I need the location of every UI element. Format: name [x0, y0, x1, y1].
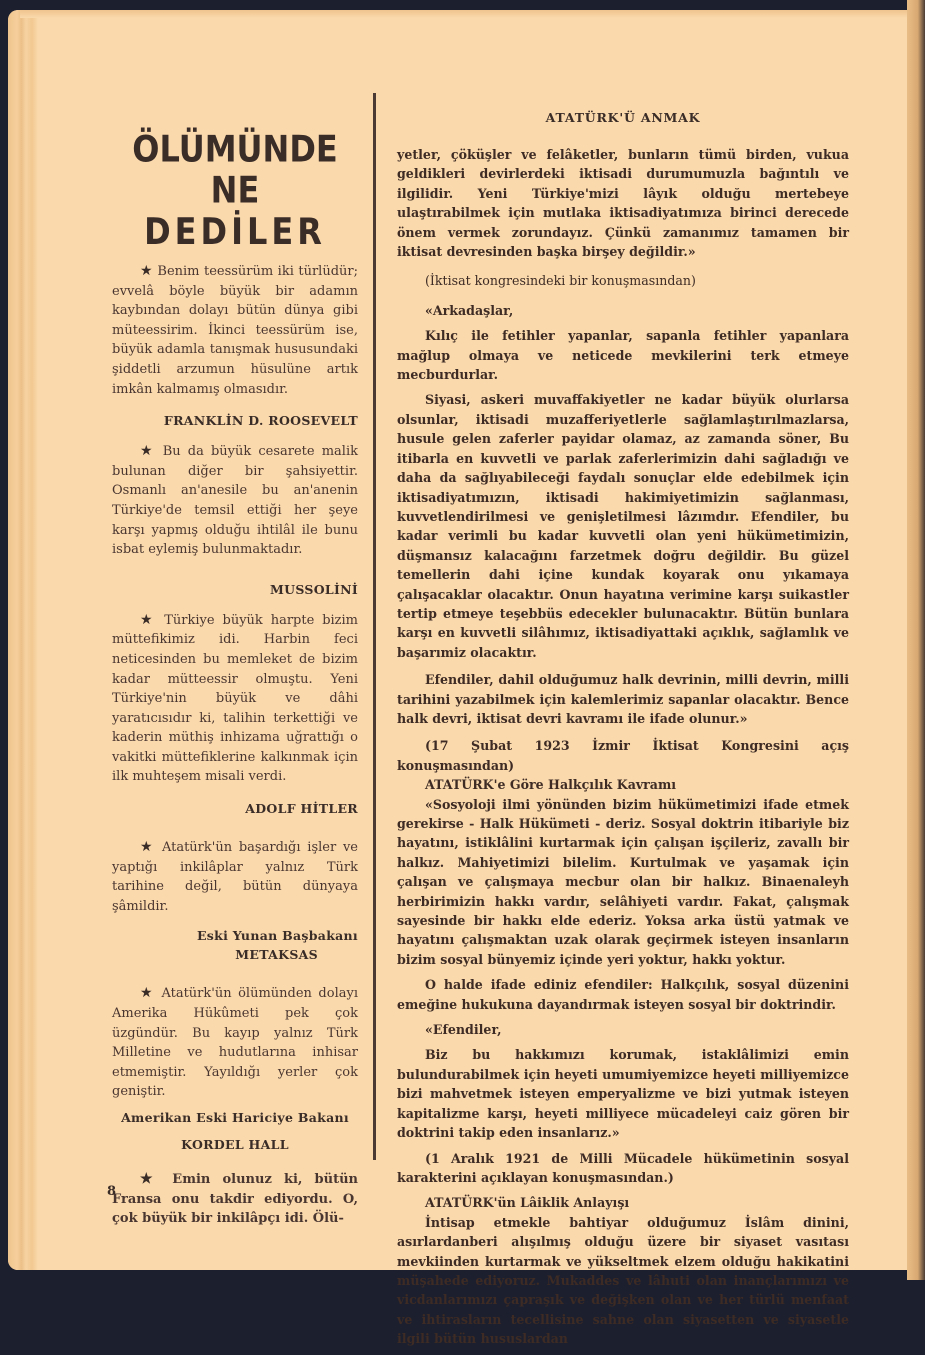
paragraph: «Sosyoloji ilmi yönünden bizim hükümetimizi ifade etmek gerekirse - Halk Hükümeti - deriz. Sosyal doktrin itibariyle biz hayatını, istiklâlini kurtarmak için çalışan işçileriz, zavallı bir halkız. Mahiyetimizi bilelim. Kurtulmak ve yaşamak için çalışan ve çalışmaya mecbur olan bir halkız. Binaenaleyh herbirimizin hakkı vardır, selâhiyeti vardır. Fakat, çalışmak sayesinde bir hakkı elde ederiz. Yoksa arka üstü yatmak ve hayatını çalışmaktan uzak olarak geçirmek isteyen insanların bizim sosyal bünyemiz içinde yeri yoktur, hakkı yoktur.	[397, 796, 849, 967]
paragraph: «Arkadaşlar,	[425, 302, 514, 318]
quote-text: Atatürk'ün ölümünden dolayı Amerika Hükûmeti pek çok üzgündür. Bu kayıp yalnız Türk Milletine ve hudutlarına inhisar etmemiştir. Yayıldığı yerler çok geniştir.	[112, 986, 358, 1100]
quote-attribution-name: METAKSAS	[235, 947, 318, 963]
paragraph: «Efendiler,	[425, 1022, 502, 1038]
section-heading: ATATÜRK'ün Lâiklik Anlayışı	[425, 1195, 630, 1211]
quote-attribution-name: KORDEL HALL	[181, 1137, 289, 1152]
quote-text: Türkiye büyük harpte bizim müttefikimiz idi. Harbin feci neticesinden bu memleket de bizim kadar mütteessir olmuştu. Yeni Türkiye'nin büyük ve dâhi yaratıcısıdır ki, talihin terkettiği ve kaderin müthiş inhizama uğrattığı o vakitki müttefiklerine kalkınmak için ilk muhteşem misali verdi.	[112, 612, 359, 785]
left-column	[112, 126, 359, 1229]
quote-text: Emin olunuz ki, bütün Fransa onu takdir ediyordu. O, çok büyük bir inkilâpçı idi. Ölü-	[112, 1172, 358, 1227]
quote-text: Atatürk'ün başardığı işler ve yaptığı inkilâplar yalnız Türk tarihine değil, bütün dünyaya şâmildir.	[112, 840, 358, 914]
running-head: ATATÜRK'Ü ANMAK	[545, 110, 701, 125]
paragraph: Efendiler, dahil olduğumuz halk devrinin, milli devrin, milli tarihini yazabilmek için kalemlerimiz sapanlar olacaktır. Bence halk devri, iktisat devri kavramı ile ifade olunur.»	[397, 672, 849, 726]
quote-block	[112, 984, 358, 1152]
paragraph: Biz bu hakkımızı korumak, istaklâlimizi emin bulundurabilmek için heyeti umumiyemizce heyeti milliyemizce bizi mahvetmek isteyen emperyalizme ve bizi yutmak isteyen kapitalizme karşı, heyeti milliyece mücadeleyi caiz gören bir doktrini takip eden insanlarız.»	[397, 1047, 849, 1141]
paragraph: O halde ifade ediniz efendiler: Halkçılık, sosyal düzenini emeğine hukukuna dayandırmak isteyen sosyal bir doktrindir.	[397, 977, 849, 1012]
quote-block	[112, 611, 358, 816]
page-top-edge	[20, 10, 915, 18]
star-icon: ★	[140, 263, 153, 279]
page-number: 8	[107, 1184, 117, 1199]
quote-attribution: Amerikan Eski Hariciye Bakanı	[121, 1110, 349, 1125]
page-stack-edge	[8, 10, 38, 1270]
paragraph: Siyasi, askeri muvaffakiyetler ne kadar büyük olurlarsa olsunlar, iktisadi muzafferiyetlerle sağlamlaştırılmazlarsa, husule gelen zaferler payidar olamaz, az zamanda söner, Bu itibarla en kuvvetli ve parlak zaferlerimizin dahi sağladığı ve daha da sağlıyabileceği faydalı sonuçlar elde edebilmek için iktisadiyatımızın, iktisadi hakimiyetimizin sağlanması, kuvvetlendirilmesi ve genişletilmesi lâzımdır. Efendiler, bu kadar verimli bu kadar kuvvetli olan yeni hükümetimizin, düşmansız kalacağını farzetmek doğru değildir. Bu güzel temellerin dahi içine kundak koyarak onu yıkamaya çalışacaklar olacaktır. Onun hayatına verimine karşı suikastler tertip etmeye teşebbüs edecekler bulunacaktır. Bütün bunlara karşı en kuvvetli silâhımız, iktisadiyattaki açıklık, sağlamlık ve başarımiz olacaktır.	[397, 392, 849, 660]
title-line-2: DEDİLER	[144, 209, 326, 254]
paragraph: yetler, çöküşler ve felâketler, bunların tümü birden, vukua geldikleri devirlerdeki iktisadi durumumuzla bağıntılı ve ilgilidir. Yeni Türkiye'mizi lâyık olduğu mertebeye ulaştırabilmek için mutlaka iktisadiyatımıza birinci derecede önem vermek zorundayız. Çünkü zamanımız tamamen bir iktisat devresinden başka birşey değildir.»	[397, 147, 849, 260]
quote-block	[112, 262, 358, 428]
paragraph: İntisap etmekle bahtiyar olduğumuz İslâm dinini, asırlardanberi alışılmış olduğu üzere bir siyaset vasıtası mevkiinden kurtarmak ve yükseltmek elzem olduğu hakikatini müşahede ediyoruz. Mukaddes ve lâhuti olan inançlarımızı ve vicdanlarımızı çapraşık ve değişken olan ve her türlü menfaat ve ihtirasların tecellisine sahne olan siyasetten ve siyasetle ilgili bütün hususlardan	[397, 1214, 849, 1347]
quote-text: Bu da büyük cesarete malik bulunan diğer bir şahsiyettir. Osmanlı an'anesile bu an'anenin Türkiye'de temsil ettiği her şeye karşı yapmış olduğu ihtilâl ile bunu isbat eylemiş bulunmaktadır.	[112, 444, 359, 558]
quote-attribution: Eski Yunan Başbakanı	[196, 928, 358, 944]
column-divider	[373, 93, 376, 1160]
quote-block	[112, 442, 358, 597]
star-icon: ★	[140, 985, 155, 1002]
quote-attribution: FRANKLİN D. ROOSEVELT	[163, 413, 358, 429]
star-icon: ★	[140, 443, 156, 460]
quote-attribution: ADOLF HİTLER	[245, 801, 358, 817]
source-note: (1 Aralık 1921 de Milli Mücadele hükümetinin sosyal karakterini açıklayan konuşmasından.)	[397, 1150, 849, 1185]
quote-text: Benim teessürüm iki türlüdür; evvelâ böyle büyük bir adamın kaybından dolayı bütün dünya gibi müteessirim. İkinci teessürüm ise, büyük adamla tanışmak hususundaki şiddetli arzumun hüsulüne artık imkân kalmamış olmasıdır.	[112, 264, 358, 397]
binding-shadow	[907, 0, 925, 1280]
right-column	[397, 110, 849, 1355]
source-note: (İktisat kongresindeki bir konuşmasından)	[425, 273, 696, 289]
source-note: (17 Şubat 1923 İzmir İktisat Kongresini açış konuşmasından)	[397, 738, 849, 773]
quote-attribution: MUSSOLİNİ	[269, 581, 358, 597]
star-icon: ★	[140, 839, 156, 856]
section-heading: ATATÜRK'e Göre Halkçılık Kavramı	[425, 777, 677, 793]
star-icon: ★	[140, 1171, 161, 1187]
quote-block	[112, 838, 358, 962]
paragraph: Kılıç ile fetihler yapanlar, sapanla fetihler yapanlara mağlup olmaya ve neticede mevkilerini terk etmeye mecburdurlar.	[397, 328, 849, 383]
star-icon: ★	[140, 611, 157, 628]
article-title	[112, 128, 358, 252]
title-line-1: ÖLÜMÜNDE NE	[132, 126, 338, 212]
quote-block	[112, 1170, 358, 1229]
